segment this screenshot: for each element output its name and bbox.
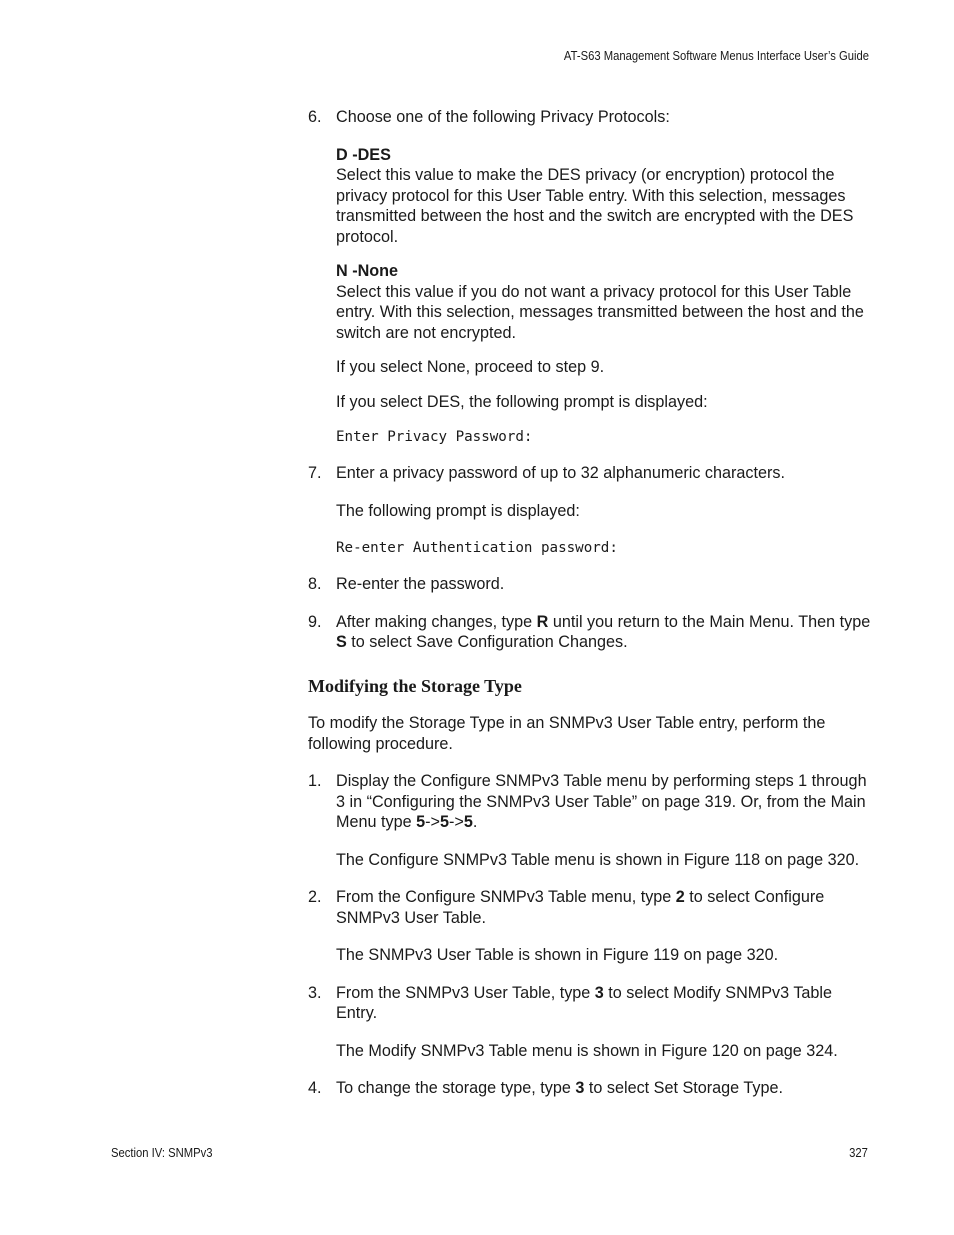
note-text: The following prompt is displayed: xyxy=(336,501,580,520)
code-prompt: Re-enter Authentication password: xyxy=(336,540,618,556)
step-text: Re-enter the password. xyxy=(336,575,505,593)
note-text: The SNMPv3 User Table is shown in Figure 119 on page 320. xyxy=(336,946,779,964)
substep-1 xyxy=(308,771,874,870)
step-text: To change the storage type, type 3 to select Set Storage Type. xyxy=(336,1079,783,1097)
key-3: 3 xyxy=(594,983,604,1002)
step-number: 8. xyxy=(308,575,322,593)
code-prompt: Enter Privacy Password: xyxy=(336,429,533,445)
step-text: Choose one of the following Privacy Protocols: xyxy=(336,108,670,126)
option-description: Select this value if you do not want a privacy protocol for this User Table entry. With this selection, messages transmitted between the host and the switch are not encrypted. xyxy=(336,282,864,342)
note-text: If you select DES, the following prompt is displayed: xyxy=(336,392,708,411)
step-number: 7. xyxy=(308,464,322,482)
page-content xyxy=(308,107,874,1116)
key-5: 5 xyxy=(439,813,449,831)
option-title: N -None xyxy=(336,262,399,280)
option-description: Select this value to make the DES privacy (or encryption) protocol the privacy protocol for this User Table entry. With this selection, messages transmitted between the host and the switch are encrypted with the DES protocol. xyxy=(336,166,854,246)
key-s: S xyxy=(336,633,347,651)
step-text: Enter a privacy password of up to 32 alphanumeric characters. xyxy=(336,464,785,482)
step-text: From the Configure SNMPv3 Table menu, type 2 to select Configure SNMPv3 User Table. xyxy=(336,888,825,927)
key-r: R xyxy=(536,612,549,631)
key-3: 3 xyxy=(575,1079,585,1097)
note-text: The Modify SNMPv3 Table menu is shown in Figure 120 on page 324. xyxy=(336,1041,838,1060)
step-6 xyxy=(308,107,874,412)
page-number: 327 xyxy=(849,1146,868,1160)
option-des xyxy=(336,145,874,248)
note-text: The Configure SNMPv3 Table menu is shown in Figure 118 on page 320. xyxy=(336,850,860,869)
substep-2 xyxy=(308,887,874,966)
substep-3 xyxy=(308,983,874,1062)
substep-4 xyxy=(308,1078,874,1099)
step-number: 4. xyxy=(308,1079,322,1097)
section-heading: Modifying the Storage Type xyxy=(308,675,522,696)
running-header: AT-S63 Management Software Menus Interface User’s Guide xyxy=(563,49,869,63)
key-2: 2 xyxy=(675,888,685,906)
footer-section: Section IV: SNMPv3 xyxy=(111,1146,213,1160)
step-number: 3. xyxy=(308,983,322,1002)
step-text: After making changes, type R until you return to the Main Menu. Then type S to select Save Configuration Changes. xyxy=(336,612,871,651)
step-number: 2. xyxy=(308,888,322,906)
section-intro: To modify the Storage Type in an SNMPv3 User Table entry, perform the following procedure. xyxy=(308,714,826,753)
step-number: 1. xyxy=(308,772,322,790)
step-number: 6. xyxy=(308,108,322,126)
key-5: 5 xyxy=(416,813,426,831)
step-7 xyxy=(308,463,874,521)
step-text: Display the Configure SNMPv3 Table menu by performing steps 1 through 3 in “Configuring the SNMPv3 User Table” on page 319. Or, from the Main Menu type 5->5->5. xyxy=(336,772,867,831)
option-none xyxy=(336,261,874,343)
step-number: 9. xyxy=(308,612,322,631)
step-text: From the SNMPv3 User Table, type 3 to select Modify SNMPv3 Table Entry. xyxy=(336,983,833,1022)
step-8 xyxy=(308,574,874,595)
key-5: 5 xyxy=(463,813,473,831)
step-9 xyxy=(308,612,874,653)
note-text: If you select None, proceed to step 9. xyxy=(336,358,605,376)
option-title: D -DES xyxy=(336,145,391,164)
